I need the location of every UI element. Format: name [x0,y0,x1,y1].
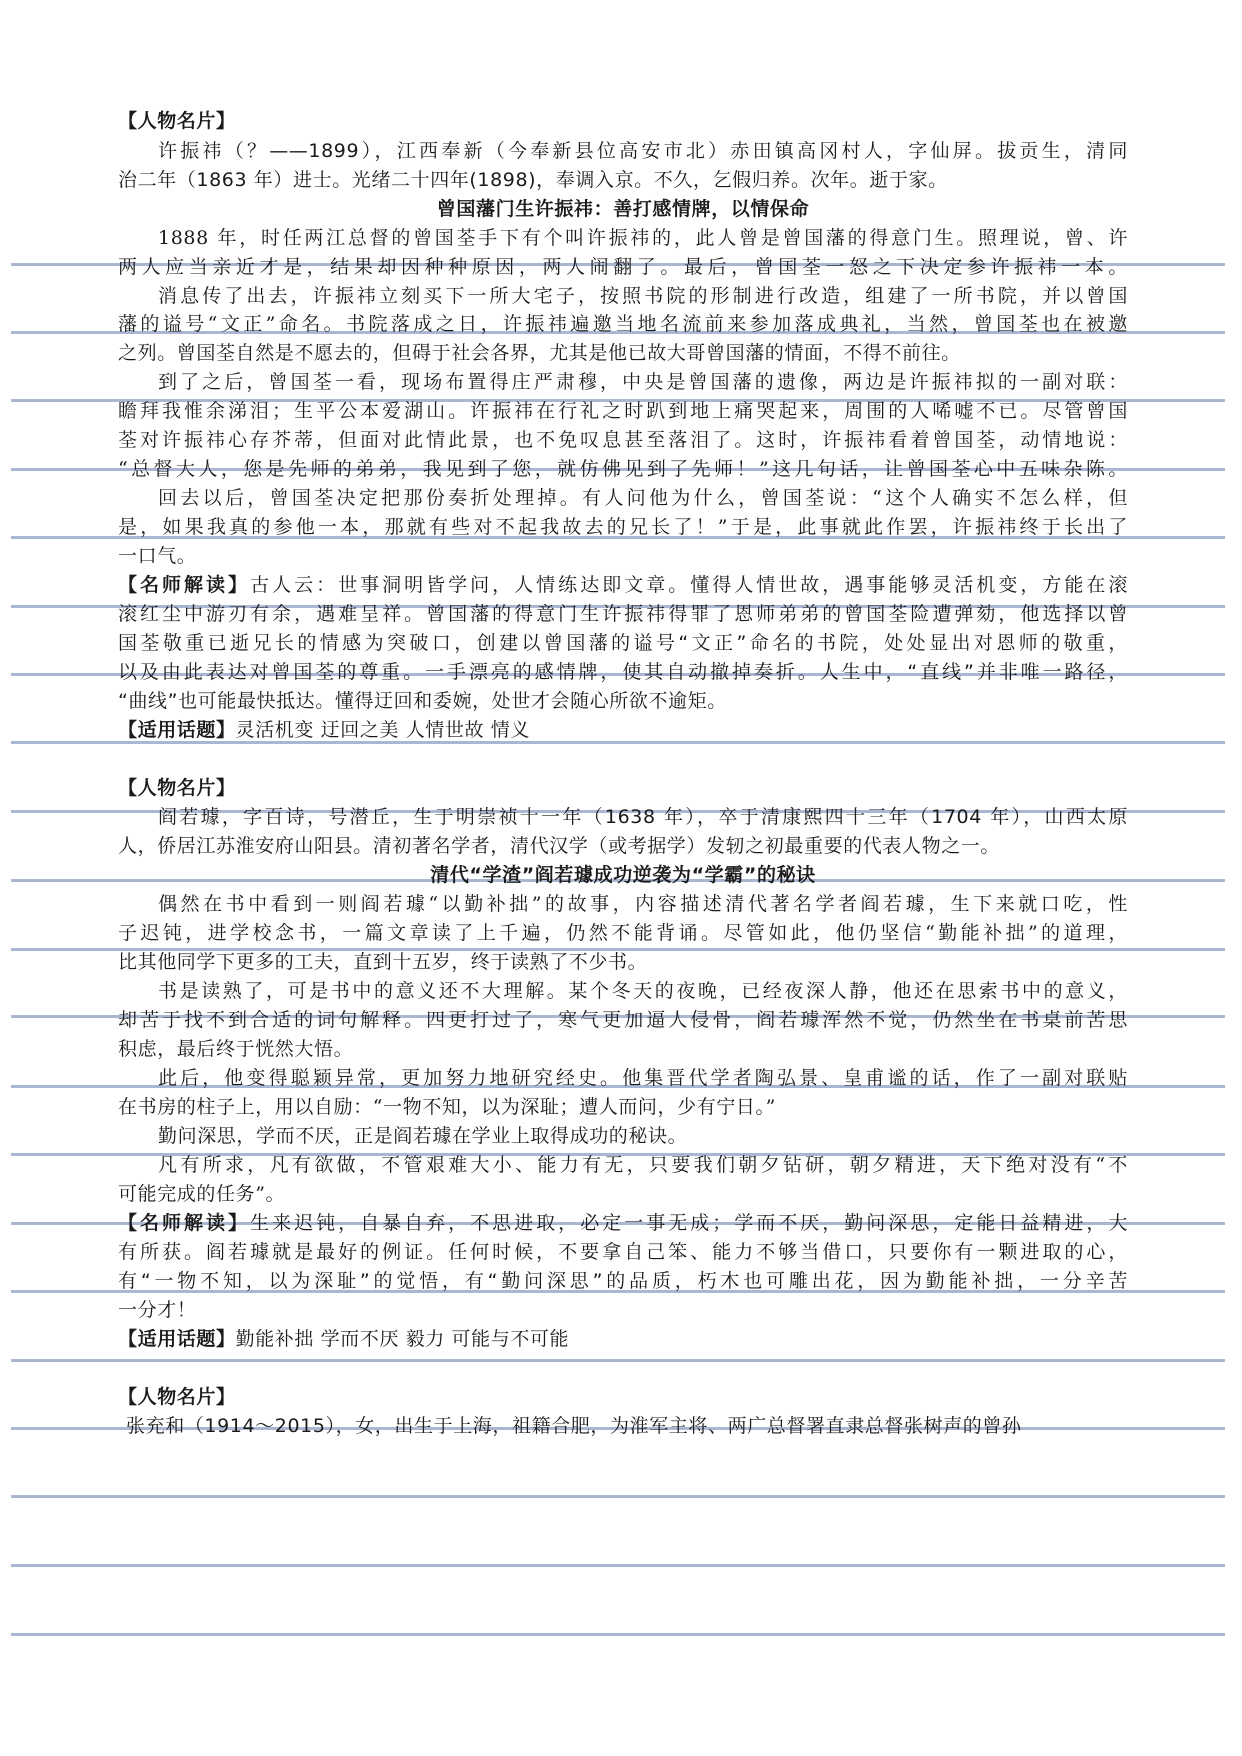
article-title: 清代“学渣”阎若璩成功逆袭为“学霸”的秘诀 [430,864,816,886]
body-line: 凡有所求，凡有欲做，不管艰难大小、能力有无，只要我们朝夕钻研，朝夕精进，天下绝对没有“不 [158,1154,1128,1176]
body-line: 回去以后，曾国荃决定把那份奏折处理掉。有人问他为什么，曾国荃说：“这个人确实不怎么样，但 [158,487,1128,509]
body-line: 积虑，最后终于恍然大悟。 [118,1038,354,1060]
body-line: 1888 年，时任两江总督的曾国荃手下有个叫许振祎的，此人曾是曾国藩的得意门生。照理说，曾、许 [158,227,1128,249]
body-line: 可能完成的任务”。 [118,1183,286,1205]
commentary-line: 一分才！ [118,1299,197,1321]
commentary-line: 【名师解读】古人云：世事洞明皆学问，人情练达即文章。懂得人情世故，遇事能够灵活机变，方能在滚 [118,574,1128,596]
card-text-line: 治二年（1863 年）进士。光绪二十四年(1898)，奉调入京。不久，乞假归养。次年。逝于家。 [118,169,948,191]
commentary-line: 以及由此表达对曾国荃的尊重。一手漂亮的感情牌，使其自动撤掉奏折。人生中，“直线”并非唯一路径， [118,661,1128,683]
body-line: 藩的谥号“文正”命名。书院落成之日，许振祎遍邀当地名流前来参加落成典礼，当然，曾国荃也在被邀 [118,313,1128,335]
card-text-line: 许振祎（？——1899），江西奉新（今奉新县位高安市北）赤田镇高冈村人，字仙屏。拔贡生，清同 [158,140,1128,162]
body-line: 荃对许振祎心存芥蒂，但面对此情此景，也不免叹息甚至落泪了。这时，许振祎看着曾国荃，动情地说： [118,429,1128,451]
body-line: 两人应当亲近才是，结果却因种种原因，两人闹翻了。最后，曾国荃一怒之下决定参许振祎一本。 [118,256,1128,278]
topics-list: 灵活机变 迂回之美 人情世故 情义 [235,719,530,741]
body-line: 子迟钝，进学校念书，一篇文章读了上千遍，仍然不能背诵。尽管如此，他仍坚信“勤能补拙”的道理， [118,922,1128,944]
rule-line [11,1359,1225,1362]
topics-line [118,1325,1128,1354]
body-line: 勤问深思，学而不厌，正是阎若璩在学业上取得成功的秘诀。 [158,1125,688,1147]
rule-line [11,1633,1225,1636]
article-title: 曾国藩门生许振祎：善打感情牌，以情保命 [436,198,810,220]
commentary-line: 有所获。阎若璩就是最好的例证。任何时候，不要拿自己笨、能力不够当借口，只要你有一颗进取的心， [118,1241,1128,1263]
card-label: 【人物名片】 [118,110,236,132]
body-line: 比其他同学下更多的工夫，直到十五岁，终于读熟了不少书。 [118,951,648,973]
commentary-line: 【名师解读】生来迟钝，自暴自弃，不思进取，必定一事无成；学而不厌，勤问深思，定能日益精进，大 [118,1212,1128,1234]
commentary-line: 有“一物不知，以为深耻”的觉悟，有“勤问深思”的品质，朽木也可雕出花，因为勤能补拙，一分辛苦 [118,1270,1128,1292]
body-line: 偶然在书中看到一则阎若璩“以勤补拙”的故事，内容描述清代著名学者阎若璩，生下来就口吃，性 [158,893,1128,915]
card-label: 【人物名片】 [118,1386,236,1408]
body-line: 瞻拜我惟余涕泪；生平公本爱湖山。许振祎在行礼之时趴到地上痛哭起来，周围的人唏嘘不已。尽管曾国 [118,400,1128,422]
body-line: 书是读熟了，可是书中的意义还不大理解。某个冬天的夜晚，已经夜深人静，他还在思索书中的意义， [158,980,1128,1002]
topics-line [118,716,1128,745]
commentary-line: 国荃敬重已逝兄长的情感为突破口，创建以曾国藩的谥号“文正”命名的书院，处处显出对恩师的敬重， [118,632,1128,654]
body-line: 之列。曾国荃自然是不愿去的，但碍于社会各界，尤其是他已故大哥曾国藩的情面，不得不前往。 [118,342,961,364]
rule-line [11,1495,1225,1498]
card-text-line: 阎若璩，字百诗，号潜丘，生于明崇祯十一年（1638 年），卒于清康熙四十三年（1704 年），山西太原 [158,806,1128,828]
body-line: 消息传了出去，许振祎立刻买下一所大宅子，按照书院的形制进行改造，组建了一所书院，并以曾国 [158,285,1128,307]
commentary-line: 滚红尘中游刃有余，遇难呈祥。曾国藩的得意门生许振祎得罪了恩师弟弟的曾国荃险遭弹劾，他选择以曾 [118,603,1128,625]
body-line: 却苦于找不到合适的词句解释。四更打过了，寒气更加逼人侵骨，阎若璩浑然不觉，仍然坐在书桌前苦思 [118,1009,1128,1031]
body-line: 是，如果我真的参他一本，那就有些对不起我故去的兄长了！”于是，此事就此作罢，许振祎终于长出了 [118,516,1128,538]
topics-list: 勤能补拙 学而不厌 毅力 可能与不可能 [235,1328,570,1350]
body-line: 此后，他变得聪颖异常，更加努力地研究经史。他集晋代学者陶弘景、皇甫谧的话，作了一副对联贴 [158,1067,1128,1089]
commentary-line: “曲线”也可能最快抵达。懂得迂回和委婉，处世才会随心所欲不逾矩。 [118,690,727,712]
topics-label: 【适用话题】 [118,719,236,741]
card-text-line: 张充和（1914～2015），女，出生于上海，祖籍合肥，为淮军主将、两广总督署直隶总督张树声的曾孙 [126,1415,1022,1437]
card-label: 【人物名片】 [118,777,236,799]
commentary-label: 【名师解读】 [118,1212,251,1234]
card-text-line: 人，侨居江苏淮安府山阳县。清初著名学者，清代汉学（或考据学）发轫之初最重要的代表人物之一。 [118,835,1001,857]
rule-line [11,1564,1225,1567]
body-line: 一口气。 [118,545,197,567]
commentary-label: 【名师解读】 [118,574,251,596]
body-line: 到了之后，曾国荃一看，现场布置得庄严肃穆，中央是曾国藩的遗像，两边是许振祎拟的一副对联： [158,371,1128,393]
body-line: “总督大人，您是先师的弟弟，我见到了您，就仿佛见到了先师！”这几句话，让曾国荃心中五味杂陈。 [118,458,1128,480]
body-line: 在书房的柱子上，用以自励：“一物不知，以为深耻；遭人而问，少有宁日。” [118,1096,776,1118]
topics-label: 【适用话题】 [118,1328,236,1350]
